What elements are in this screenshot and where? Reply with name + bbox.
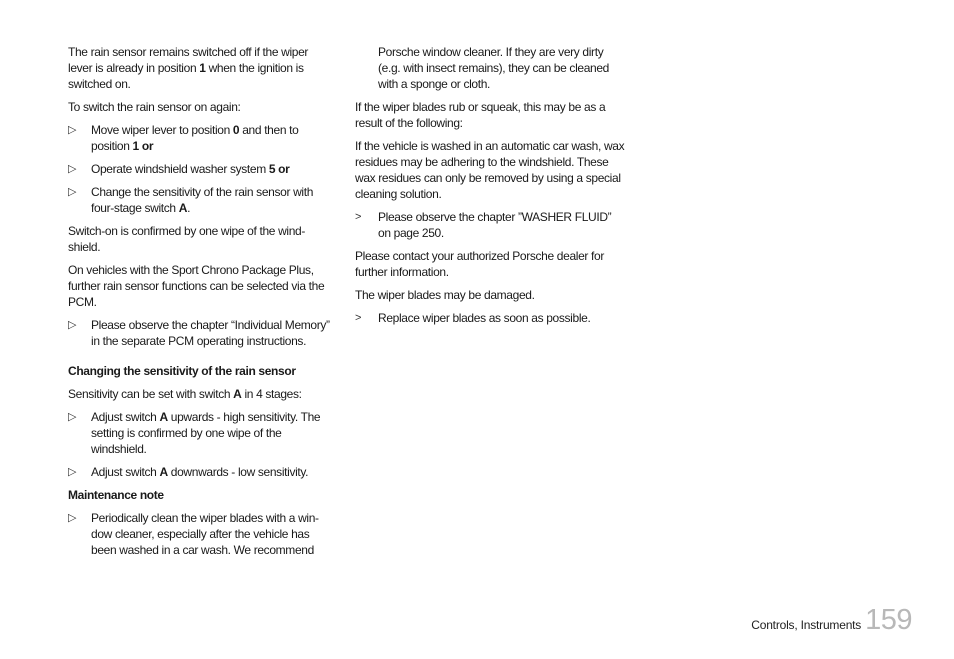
- step-arrow-icon: ▷: [68, 124, 77, 136]
- paragraph: If the wiper blades rub or squeak, this may be as a result of the following:: [355, 100, 606, 130]
- section-heading: Maintenance note: [68, 488, 164, 502]
- step-item: ▷ Adjust switch A downwards - low sensitivity.: [68, 465, 309, 479]
- paragraph: The rain sensor remains switched off if the wiper lever is already in position 1 when the ignition is switched on.: [68, 45, 309, 91]
- paragraph: If the vehicle is washed in an automatic car wash, wax residues may be adhering to the windshield. These wax residues can only be removed by using a special cleaning solution.: [355, 139, 625, 201]
- page-footer: [751, 604, 912, 638]
- step-arrow-icon: ▷: [68, 163, 77, 175]
- step-item: ▷ Change the sensitivity of the rain sensor with four-stage switch A.: [68, 185, 314, 215]
- paragraph: To switch the rain sensor on again:: [68, 100, 241, 114]
- step-arrow-icon: ▷: [68, 512, 77, 524]
- section-heading: Changing the sensitivity of the rain sensor: [68, 364, 296, 378]
- step-item: ▷ Operate windshield washer system 5 or: [68, 162, 290, 176]
- paragraph: On vehicles with the Sport Chrono Package Plus, further rain sensor functions can be selected via the PCM.: [68, 263, 325, 309]
- step-item: ▷ Please observe the chapter “Individual Memory” in the separate PCM operating instructions.: [68, 318, 330, 348]
- page-number: 159: [865, 604, 912, 636]
- step-item: ▷ Periodically clean the wiper blades with a win-dow cleaner, especially after the vehicle has been washed in a car wash. We recommend: [68, 511, 319, 557]
- paragraph: Switch-on is confirmed by one wipe of the wind-shield.: [68, 224, 306, 254]
- result-arrow-icon: >: [355, 211, 362, 223]
- paragraph: Please contact your authorized Porsche dealer for further information.: [355, 249, 605, 279]
- result-item: > Please observe the chapter ”WASHER FLUID” on page 250.: [355, 210, 612, 240]
- step-arrow-icon: ▷: [68, 186, 77, 198]
- paragraph: Sensitivity can be set with switch A in 4 stages:: [68, 387, 302, 401]
- result-arrow-icon: >: [355, 312, 362, 324]
- step-item: ▷ Move wiper lever to position 0 and then to position 1 or: [68, 123, 299, 153]
- continued-step-text: Porsche window cleaner. If they are very dirty (e.g. with insect remains), they can be cleaned with a sponge or cloth.: [378, 45, 610, 91]
- step-arrow-icon: ▷: [68, 411, 77, 423]
- step-arrow-icon: ▷: [68, 466, 77, 478]
- step-item: ▷ Adjust switch A upwards - high sensitivity. The setting is confirmed by one wipe of the windshield.: [68, 410, 321, 456]
- paragraph: The wiper blades may be damaged.: [355, 288, 535, 302]
- left-column: [68, 44, 330, 565]
- section-name: Controls, Instruments: [751, 618, 862, 632]
- result-item: > Replace wiper blades as soon as possible.: [355, 311, 591, 325]
- step-arrow-icon: ▷: [68, 319, 77, 331]
- right-column: [355, 44, 625, 333]
